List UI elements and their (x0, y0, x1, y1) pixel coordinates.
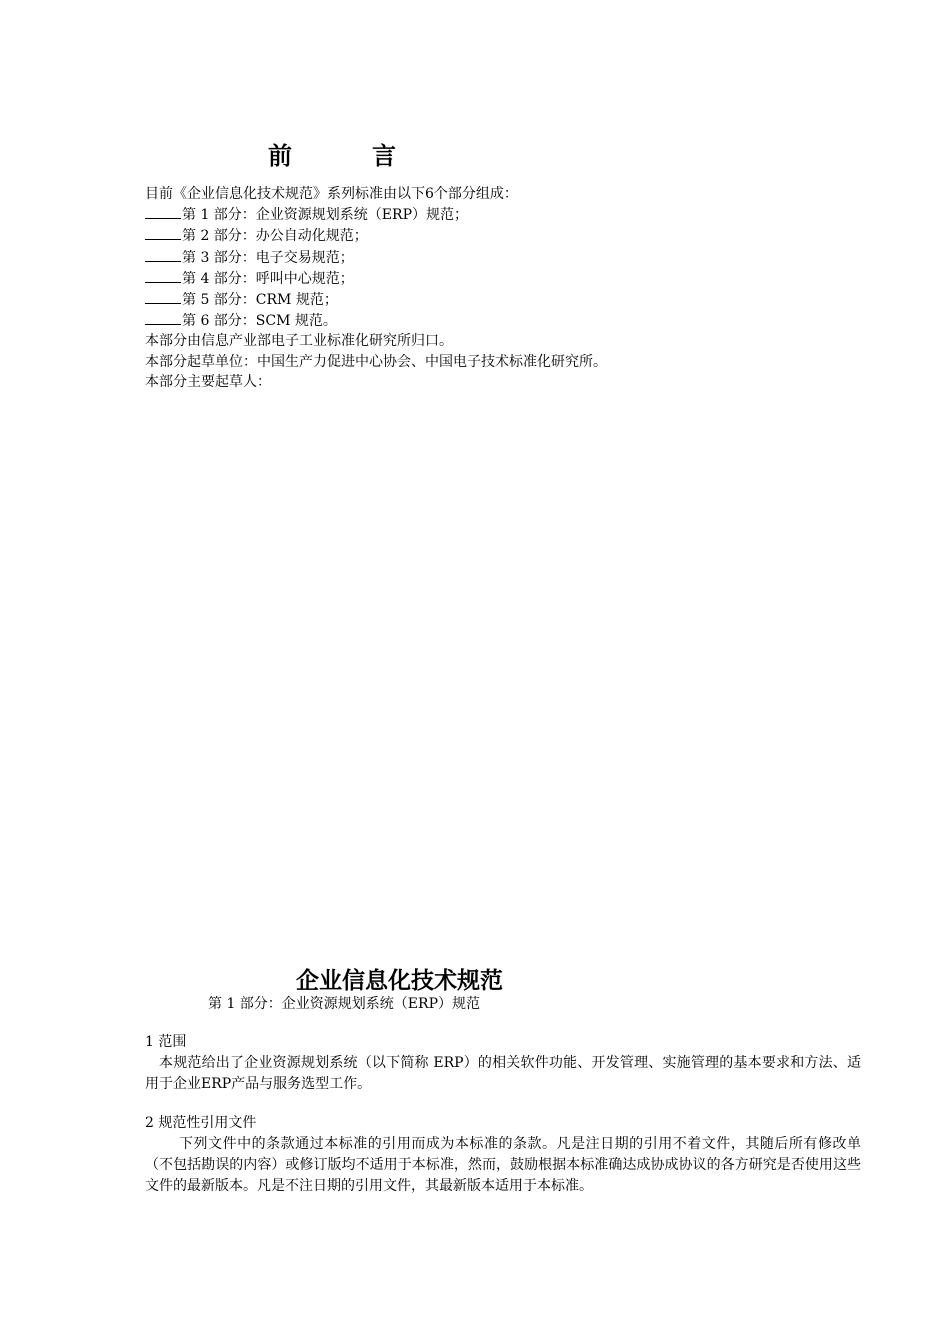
foreword-title (268, 136, 396, 171)
foreword-title-char-1: 前 (268, 141, 292, 170)
standard-subtitle: 第 1 部分：企业资源规划系统（ERP）规范 (208, 996, 480, 1012)
section-normative-references (145, 1113, 861, 1197)
part-label: 第 4 部分：呼叫中心规范； (182, 270, 354, 287)
section-body: 本规范给出了企业资源规划系统（以下简称 ERP）的相关软件功能、开发管理、实施管理的基本要求和方法、适用于企业ERP产品与服务选型工作。 (145, 1055, 861, 1092)
part-label: 第 6 部分：SCM 规范。 (182, 313, 337, 330)
part-item (145, 225, 865, 246)
foreword-intro: 目前《企业信息化技术规范》系列标准由以下6个部分组成： (145, 186, 518, 202)
underline-blank (145, 225, 181, 240)
part-item (145, 204, 865, 225)
underline-blank (145, 289, 181, 304)
standard-title: 企业信息化技术规范 (296, 967, 503, 994)
part-item (145, 310, 865, 331)
main-drafters: 本部分主要起草人： (145, 373, 271, 390)
drafting-units: 本部分起草单位：中国生产力促进中心协会、中国电子技术标准化研究所。 (145, 353, 607, 370)
part-label: 第 2 部分：办公自动化规范； (182, 228, 368, 245)
part-item (145, 247, 865, 268)
part-item (145, 268, 865, 289)
part-label: 第 5 部分：CRM 规范； (182, 292, 338, 309)
part-item (145, 289, 865, 310)
underline-blank (145, 268, 181, 283)
part-label: 第 3 部分：电子交易规范； (182, 249, 354, 266)
foreword-title-char-2: 言 (372, 141, 396, 170)
section-heading: 1 范围 (145, 1034, 187, 1050)
centralized-by: 本部分由信息产业部电子工业标准化研究所归口。 (145, 333, 453, 350)
underline-blank (145, 310, 181, 325)
section-heading: 2 规范性引用文件 (145, 1115, 257, 1131)
part-label: 第 1 部分：企业资源规划系统（ERP）规范； (182, 207, 468, 224)
underline-blank (145, 204, 181, 219)
section-body: 下列文件中的条款通过本标准的引用而成为本标准的条款。凡是注日期的引用不着文件，其随后所有修改单（不包括勘误的内容）或修订版均不适用于本标准，然而，鼓励根据本标准确达成协成协议的各方研究是否使用这些文件的最新版本。凡是不注日期的引用文件，其最新版本适用于本标准。 (145, 1136, 861, 1194)
section-scope (145, 1032, 861, 1095)
underline-blank (145, 247, 181, 262)
foreword-body (145, 184, 865, 392)
